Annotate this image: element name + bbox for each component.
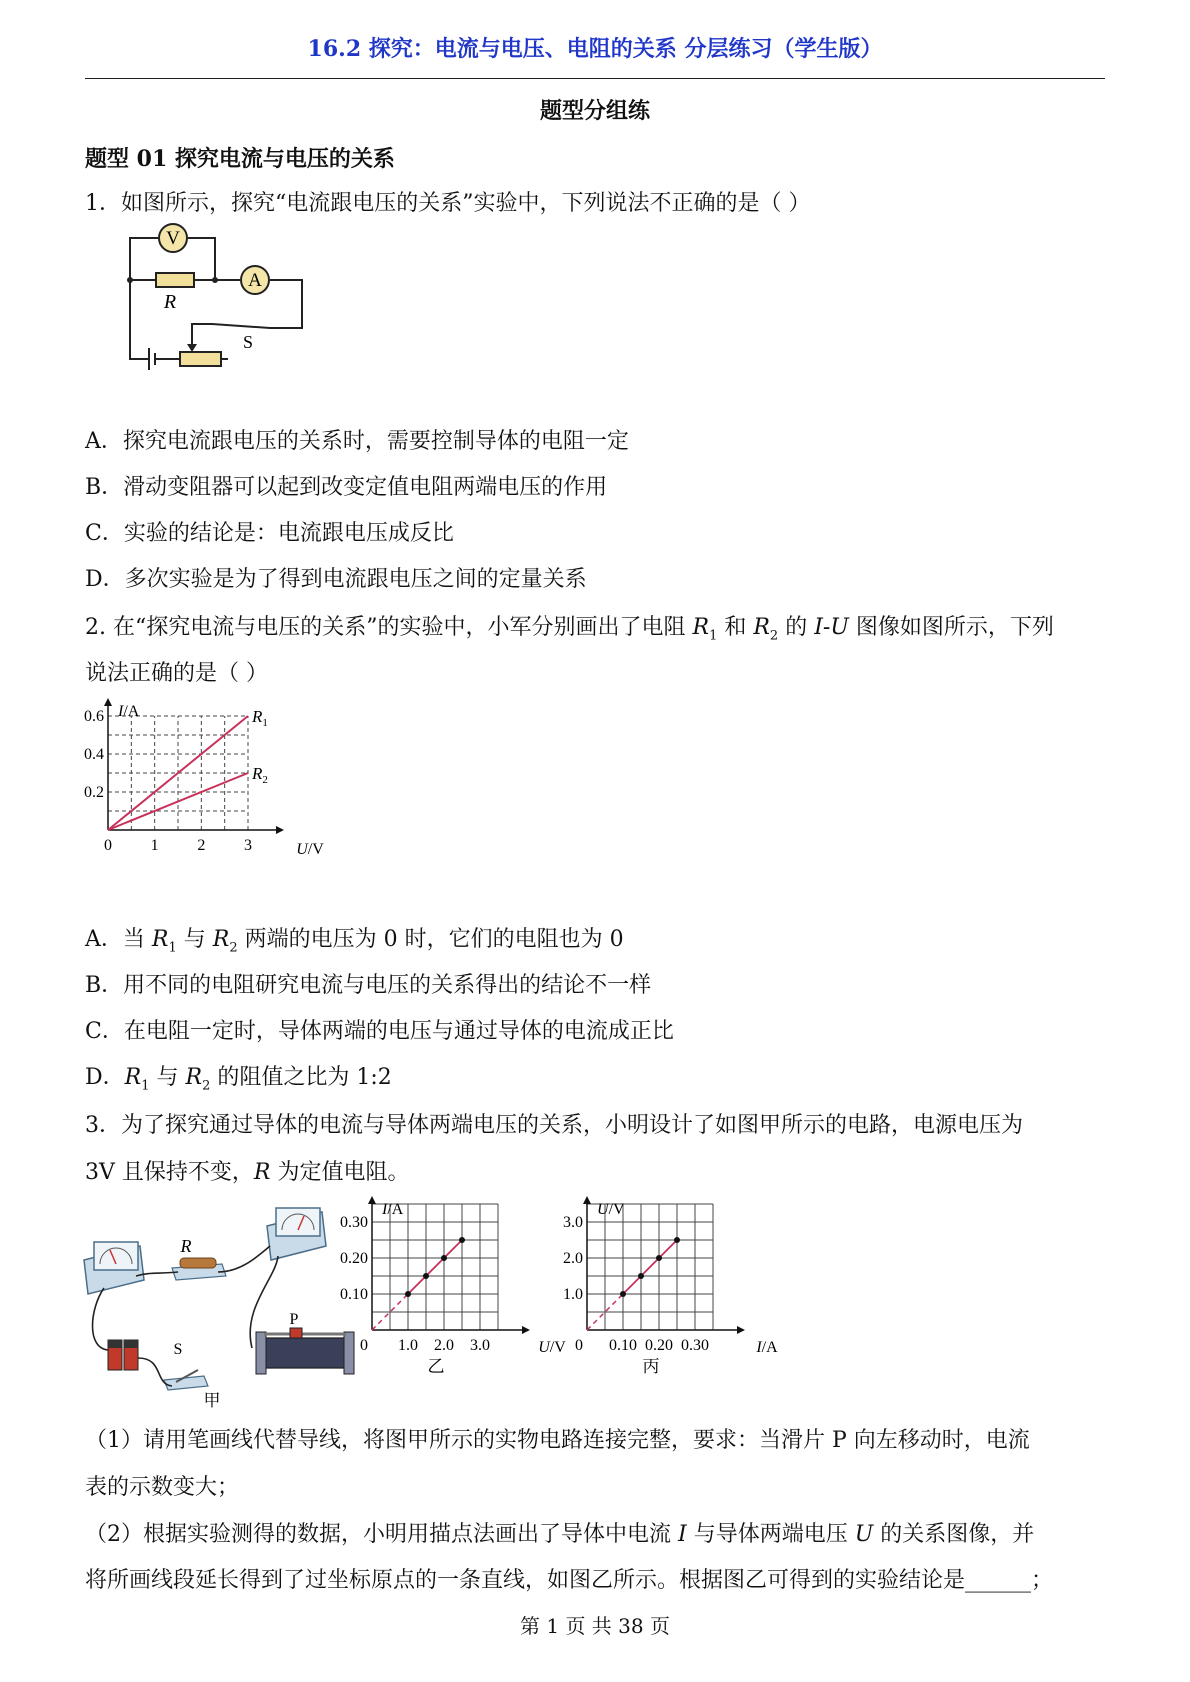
jia-switch-label: S [173,1341,183,1358]
q3-sub2-line1: （2）根据实验测得的数据，小明用描点法画出了导体中电流 I 与导体两端电压 U 的关系图像，并 [85,1522,1035,1547]
x-tick-label: 3.0 [470,1337,490,1354]
data-point [405,1291,411,1297]
y-axis-arrow [368,1196,376,1204]
series-label-r2: $R_2$ [252,764,268,786]
y-axis-arrow [104,698,112,706]
jia-resistor-label: R [180,1236,192,1256]
data-point [638,1273,644,1279]
switch-device [164,1370,208,1390]
x-axis-arrow [276,826,284,834]
x-axis-arrow [522,1326,530,1334]
battery-pack [108,1340,138,1370]
q3-sub1-line1: （1）请用笔画线代替导线，将图甲所示的实物电路连接完整，要求：当滑片 P 向左移动时，电流 [85,1428,1030,1453]
section-title: 题型分组练 [539,98,650,124]
y-tick-label: 2.0 [563,1250,583,1267]
q1-circuit-diagram [100,228,315,406]
page-footer: 第 1 页 共 38 页 [520,1614,670,1638]
x-tick-label: 0.10 [609,1337,637,1354]
x-axis-label: U/V [296,841,324,858]
q1-stem: 1．如图所示，探究“电流跟电压的关系”实验中，下列说法不正确的是（ ） [85,191,811,216]
x-tick-label: 0.30 [681,1337,709,1354]
q2-option-b: B．用不同的电阻研究电流与电压的关系得出的结论不一样 [85,973,652,998]
switch-label: S [242,332,254,352]
q2-iu-chart [80,698,324,908]
data-point [441,1255,447,1261]
q2-stem-line1: 2. 在“探究电流与电压的关系”的实验中，小军分别画出了电阻 $R_1$ 和 $R_2$ 的 I-U 图像如图所示，下列 [85,615,1054,644]
data-point [674,1237,680,1243]
fig-jia-caption: 甲 [203,1391,221,1410]
y-tick-label: 0.2 [84,784,104,801]
q3-stem-line1: 3．为了探究通过导体的电流与导体两端电压的关系，小明设计了如图甲所示的电路，电源电压为 [85,1113,1024,1138]
x-axis-label: I/A [756,1339,778,1356]
data-point [423,1273,429,1279]
q3-sub2-line2: 将所画线段延长得到了过坐标原点的一条直线，如图乙所示。根据图乙可得到的实验结论是______； [85,1568,1054,1593]
data-point [656,1255,662,1261]
y-axis-label: I/A [118,703,140,720]
y-axis-label: U/V [597,1201,625,1218]
fig-bing-caption: 丙 [642,1357,660,1376]
q2-stem-line2: 说法正确的是（ ） [85,661,268,686]
data-point [620,1291,626,1297]
trend-line [623,1240,677,1294]
x-tick-label: 1.0 [398,1337,418,1354]
q3-figure-bing-chart [565,1196,805,1406]
x-tick-label: 1 [150,837,159,854]
voltmeter-device [84,1242,144,1294]
x-tick-label: 0 [360,1337,368,1354]
y-tick-label: 0.6 [84,708,104,725]
x-tick-label: 0.20 [645,1337,673,1354]
y-axis-label: I/A [382,1201,404,1218]
ammeter-device [267,1208,326,1260]
x-axis-label: U/V [538,1339,566,1356]
x-tick-label: 0 [575,1337,583,1354]
fig-yi-caption: 乙 [427,1357,445,1376]
type-01-title: 题型 01 探究电流与电压的关系 [85,146,395,172]
q1-option-c: C．实验的结论是：电流跟电压成反比 [85,521,454,546]
q1-option-a: A．探究电流跟电压的关系时，需要控制导体的电阻一定 [85,429,629,454]
resistor-label: R [163,291,177,313]
document-title: 16.2 探究：电流与电压、电阻的关系 分层练习（学生版） [307,36,883,62]
q2-option-a: A．当 $R_1$ 与 $R_2$ 两端的电压为 0 时，它们的电阻也为 0 [85,927,624,956]
y-tick-label: 0.30 [340,1214,368,1231]
q1-option-b: B．滑动变阻器可以起到改变定值电阻两端电压的作用 [85,475,608,500]
header-rule [85,78,1105,79]
q2-option-d: D．$R_1$ 与 $R_2$ 的阻值之比为 1:2 [85,1065,392,1094]
x-tick-label: 0 [104,837,112,854]
rheostat-device [256,1328,354,1374]
y-tick-label: 3.0 [563,1214,583,1231]
data-point [459,1237,465,1243]
y-axis-arrow [583,1196,591,1204]
x-tick-label: 2.0 [434,1337,454,1354]
x-tick-label: 2 [197,837,206,854]
voltmeter-label: V [166,228,180,249]
x-tick-label: 3 [244,837,252,854]
q3-stem-line2: 3V 且保持不变，R 为定值电阻。 [85,1160,410,1185]
q3-figure-jia-apparatus [80,1198,380,1408]
ammeter-label: A [248,270,262,291]
y-tick-label: 1.0 [563,1286,583,1303]
y-tick-label: 0.4 [84,746,104,763]
y-tick-label: 0.10 [340,1286,368,1303]
x-axis-arrow [737,1326,745,1334]
q1-option-d: D．多次实验是为了得到电流跟电压之间的定量关系 [85,567,587,592]
q3-sub1-line2: 表的示数变大； [85,1475,240,1500]
trend-line [408,1240,462,1294]
q3-figure-yi-chart [340,1196,590,1406]
series-label-r1: $R_1$ [252,707,268,729]
y-tick-label: 0.20 [340,1250,368,1267]
jia-slider-label: P [289,1311,299,1328]
fixed-resistor-device [172,1258,226,1280]
q2-option-c: C．在电阻一定时，导体两端的电压与通过导体的电流成正比 [85,1019,674,1044]
